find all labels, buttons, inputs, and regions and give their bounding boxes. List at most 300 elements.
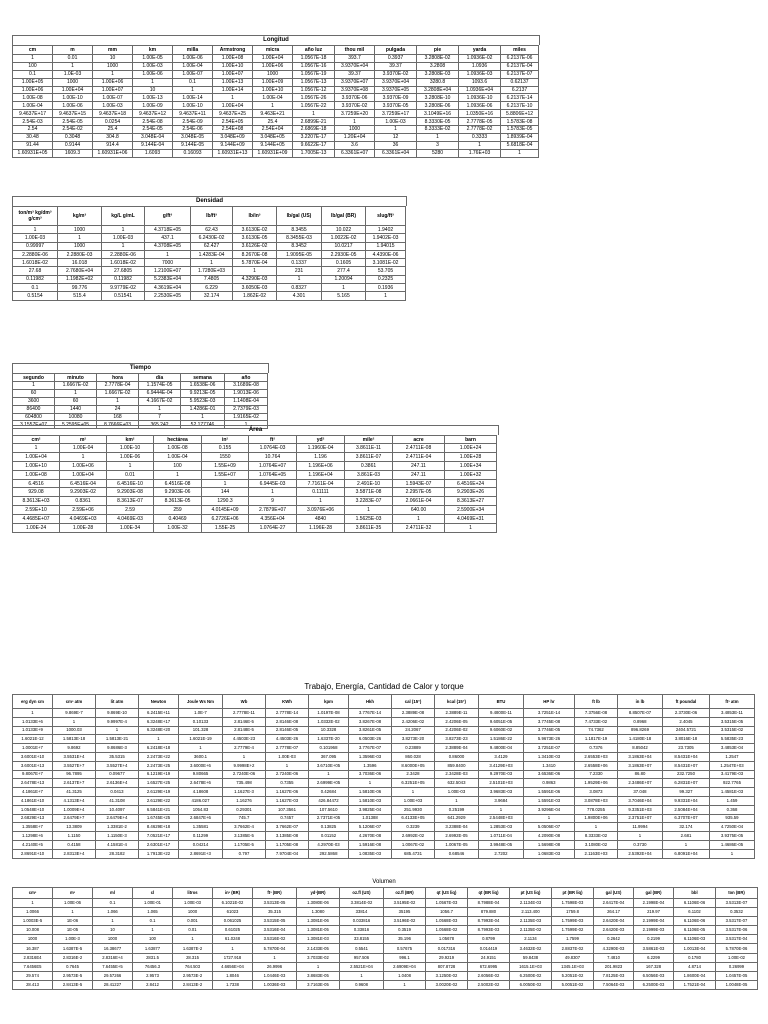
- table-cell: 1.0567E-03: [426, 899, 468, 908]
- column-header: kcal (15°): [435, 695, 479, 709]
- table-cell: 3.5527E+7: [53, 761, 96, 770]
- table-cell: 2.54: [13, 126, 53, 134]
- column-header: qt (BR liq): [468, 888, 510, 899]
- table-cell: 0.57675: [384, 944, 426, 953]
- table-cell: 9.869E-7: [53, 709, 96, 718]
- table-cell: 2.5101E+03: [479, 779, 524, 788]
- table-cell: 3.9370E+07: [335, 78, 375, 86]
- table-cell: 1.5698E-08: [524, 840, 575, 849]
- table-cell: 1.00E-07: [173, 70, 213, 78]
- table-cell: 1.00E+04: [253, 55, 293, 63]
- table-cell: 1.6745E+25: [139, 814, 179, 823]
- table-cell: 11.9994: [618, 823, 663, 832]
- table-cell: 4.2970E-03: [309, 840, 349, 849]
- table-cell: 1.5625E-03: [345, 515, 393, 524]
- table-cell: 201.9823: [594, 962, 634, 971]
- column-header: ton/m³ kg/dm³ g/cm³: [13, 207, 58, 226]
- table-row: [13, 823, 755, 832]
- table-cell: 74.7362: [575, 726, 618, 735]
- table-cell: 1.00E+08: [13, 470, 60, 479]
- column-header: m²: [60, 436, 107, 444]
- table-cell: 2.8691E+10: [13, 849, 53, 858]
- table-cell: 1.5810E-03: [349, 796, 392, 805]
- table-cell: 1.3410E-03: [524, 752, 575, 761]
- trabajo-grid: [12, 694, 755, 859]
- column-header: yd³(BR): [297, 888, 340, 899]
- table-cell: 1.00E+06: [13, 86, 53, 94]
- table-cell: 3.9370E-02: [375, 70, 417, 78]
- table-cell: 3600: [13, 397, 55, 405]
- table-row: [13, 413, 268, 421]
- table-cell: 1: [366, 292, 406, 300]
- table-cell: 1.6018E-02: [13, 259, 58, 267]
- table-cell: 2.7778E-11: [223, 709, 266, 718]
- table-cell: 32.174: [191, 292, 233, 300]
- table-cell: 0.29301: [223, 805, 266, 814]
- column-header: KWh: [266, 695, 309, 709]
- table-cell: 4.2670E-08: [349, 832, 392, 841]
- table-cell: 5.165: [322, 292, 366, 300]
- table-cell: 6.2430E-02: [191, 234, 233, 242]
- table-cell: 1.0446E-03: [253, 971, 297, 980]
- table-cell: 0.01: [173, 926, 213, 935]
- table-cell: 1.1627E-3: [223, 788, 266, 797]
- table-row: [13, 267, 406, 275]
- table-cell: 2.7879E+07: [249, 506, 297, 515]
- table-cell: 1: [249, 488, 297, 497]
- table-cell: 2.3486E+07: [618, 779, 663, 788]
- table-cell: 1.6018E-02: [102, 259, 145, 267]
- table-cell: 3.048E-05: [173, 133, 213, 141]
- column-header: HP hr: [524, 695, 575, 709]
- table-cell: 3.0873: [575, 788, 618, 797]
- column-header: slug/ft³: [366, 207, 406, 226]
- table-cell: 28.315: [173, 953, 213, 962]
- table-cell: 2.54E-03: [13, 118, 53, 126]
- table-cell: 2.6553E+03: [575, 752, 618, 761]
- table-cell: 6.2137E-07: [501, 70, 539, 78]
- table-cell: 1: [13, 709, 53, 718]
- table-cell: 3.5313E-07: [716, 899, 758, 908]
- table-cell: 39.37: [375, 62, 417, 70]
- table-cell: 2.7240E-06: [266, 770, 309, 779]
- table-cell: 8.3330E-05: [417, 118, 459, 126]
- table-cell: 2.6420E-04: [594, 917, 634, 926]
- table-row: [13, 744, 755, 753]
- column-header: kg/L g/mL: [102, 207, 145, 226]
- table-cell: 3.5315E-02: [710, 726, 755, 735]
- table-cell: 1.20094: [322, 275, 366, 283]
- table-cell: 107.5610: [309, 805, 349, 814]
- column-header: in²: [202, 436, 249, 444]
- table-cell: 1.00E-06: [133, 70, 173, 78]
- table-cell: 99.776: [58, 284, 102, 292]
- table-cell: 1.00E-08: [13, 94, 53, 102]
- table-cell: 100: [13, 62, 53, 70]
- table-cell: 6.3248E+17: [139, 717, 179, 726]
- table-cell: 0.04214: [179, 840, 223, 849]
- table-cell: 1.0764E-27: [249, 524, 297, 533]
- table-cell: 1.0683E-03: [524, 849, 575, 858]
- table-cell: 0.99997: [13, 242, 58, 250]
- table-cell: 1: [202, 479, 249, 488]
- table-row: [13, 94, 539, 102]
- table-cell: 3280.8: [417, 78, 459, 86]
- table-cell: 2.2530E+05: [145, 292, 191, 300]
- table-cell: 1000.03: [53, 726, 96, 735]
- table-cell: 23.7305: [663, 744, 710, 753]
- table-cell: 0.155: [202, 444, 249, 453]
- table-cell: 2.6137E+7: [53, 779, 96, 788]
- table-cell: 7.4805: [191, 275, 233, 283]
- table-cell: 1.00E-04: [13, 102, 53, 110]
- table-cell: 1.0013E-04: [674, 944, 716, 953]
- table-cell: 0.017316: [426, 944, 468, 953]
- table-row: [13, 849, 755, 858]
- table-cell: 86.80: [618, 770, 663, 779]
- table-cell: 1.00E+06: [60, 461, 107, 470]
- table-cell: 6.2137E-06: [501, 55, 539, 63]
- table-cell: 3.8683E-05: [297, 971, 340, 980]
- table-cell: 1: [297, 962, 340, 971]
- area-grid: [12, 435, 497, 533]
- table-cell: 3.2207E-17: [293, 133, 335, 141]
- table-cell: 1.0009E+4: [53, 805, 96, 814]
- table-area: [12, 425, 499, 533]
- table-cell: 1.4581E-03: [710, 788, 755, 797]
- table-cell: 3.9370E+08: [335, 86, 375, 94]
- table-cell: 5.7870E-04: [233, 259, 277, 267]
- table-cell: 2.5900E+34: [445, 506, 497, 515]
- table-cell: 6.1102: [674, 908, 716, 917]
- table-cell: 672.6995: [468, 962, 510, 971]
- table-cell: 1.1627E-03: [266, 796, 309, 805]
- table-cell: 1.76E+03: [459, 149, 501, 157]
- table-cell: 1.8600E-04: [674, 971, 716, 980]
- table-cell: 3.5196E-02: [384, 917, 426, 926]
- table-cell: 4.8714: [674, 962, 716, 971]
- table-cell: 2.9573: [133, 971, 173, 980]
- table-cell: 0.4158: [53, 840, 96, 849]
- table-cell: 2.5084E+04: [663, 805, 710, 814]
- table-row: [13, 770, 755, 779]
- table-cell: 9.80665: [179, 770, 223, 779]
- table-cell: 1.196E-28: [297, 524, 345, 533]
- column-header: kg/m³: [58, 207, 102, 226]
- table-cell: 0.09677: [96, 770, 139, 779]
- table-cell: 3.2808E-02: [417, 55, 459, 63]
- table-cell: 1: [345, 506, 393, 515]
- table-cell: 10: [93, 55, 133, 63]
- table-cell: 1000: [58, 226, 102, 234]
- table-cell: 6.8091E+04: [663, 849, 710, 858]
- table-cell: 1.3080: [297, 908, 340, 917]
- table-cell: 1.0066: [13, 908, 53, 917]
- table-cell: 5.6818E-04: [501, 141, 539, 149]
- table-cell: 1.0048E-05: [716, 980, 758, 989]
- table-cell: 277.4: [322, 267, 366, 275]
- table-cell: 3.7662E-4: [223, 823, 266, 832]
- table-cell: 4.3619E+04: [145, 284, 191, 292]
- table-row: [13, 284, 406, 292]
- table-cell: 3.7662E-07: [266, 823, 309, 832]
- table-cell: 6.3361E+07: [335, 149, 375, 157]
- table-cell: 2.54E-08: [133, 118, 173, 126]
- table-cell: 9.2903E-02: [60, 488, 107, 497]
- table-cell: 2.54E-09: [173, 118, 213, 126]
- table-cell: 5.0506E-07: [524, 823, 575, 832]
- table-tiempo: [12, 363, 269, 429]
- table-cell: 8.3613E+03: [13, 497, 60, 506]
- table-cell: 1: [213, 94, 253, 102]
- column-header: año luz: [293, 46, 335, 55]
- table-row: [13, 814, 755, 823]
- table-cell: 2.1135E-03: [510, 917, 552, 926]
- table-cell: 0.01: [53, 55, 93, 63]
- table-cell: 1.7599E-02: [552, 926, 594, 935]
- table-cell: 1.0936E-03: [459, 70, 501, 78]
- table-row: [13, 62, 539, 70]
- table-cell: 9: [249, 497, 297, 506]
- table-cell: 3.5316E-02: [253, 935, 297, 944]
- table-cell: 4.4503E-26: [266, 735, 309, 744]
- table-cell: 764.503: [173, 962, 213, 971]
- table-cell: 3.7251E-07: [524, 744, 575, 753]
- table-cell: 6.4516E+24: [445, 479, 497, 488]
- table-cell: 1.5783E-05: [501, 126, 539, 134]
- table-cell: 9.6051E-05: [479, 717, 524, 726]
- column-header: thou mil: [335, 46, 375, 55]
- table-cell: 304.8: [93, 133, 133, 141]
- table-cell: 3.0020E-02: [426, 980, 468, 989]
- table-cell: 515.4: [58, 292, 102, 300]
- table-cell: 1.00E-03: [375, 118, 417, 126]
- table-cell: 2.6417E-04: [594, 899, 634, 908]
- table-cell: 2.7778E-14: [266, 709, 309, 718]
- table-row: [13, 470, 497, 479]
- table-cell: 1.8939E-04: [501, 133, 539, 141]
- table-cell: 8.7988E-04: [468, 899, 510, 908]
- table-cell: 0.01: [107, 470, 154, 479]
- table-cell: 9.9213E-05: [181, 389, 225, 397]
- table-cell: 168: [97, 413, 139, 421]
- table-cell: 0.26999: [716, 962, 758, 971]
- table-cell: 1.196E+04: [297, 470, 345, 479]
- table-cell: 3.7033E-02: [297, 953, 340, 962]
- table-cell: 1.7913E+22: [139, 849, 179, 858]
- table-cell: 6.0050E-02: [510, 980, 552, 989]
- table-cell: 1.0022E-02: [322, 234, 366, 242]
- table-row: [13, 506, 497, 515]
- table-cell: 1000: [335, 126, 375, 134]
- table-cell: 10.764: [249, 452, 297, 461]
- column-header: hectárea: [154, 436, 202, 444]
- table-cell: 1: [139, 405, 181, 413]
- table-volumen: [12, 887, 758, 990]
- table-cell: 3.6001E+10: [13, 752, 53, 761]
- table-cell: 1.3381E-2: [96, 823, 139, 832]
- table-cell: 0.797: [223, 849, 266, 858]
- table-cell: 2.3751E+07: [618, 814, 663, 823]
- table-cell: 0.5154: [13, 292, 58, 300]
- table-cell: 3.0976E+06: [297, 506, 345, 515]
- table-cell: 6.2726E+06: [202, 515, 249, 524]
- table-cell: 1: [173, 86, 213, 94]
- table-cell: 29.9219: [426, 953, 468, 962]
- table-row: [13, 935, 758, 944]
- table-cell: 896.8269: [618, 726, 663, 735]
- table-cell: 0.33816: [340, 926, 384, 935]
- table-cell: 6.1106E-05: [674, 926, 716, 935]
- table-cell: 393.7: [335, 55, 375, 63]
- column-header: minuto: [55, 374, 97, 382]
- table-cell: 10: [93, 926, 133, 935]
- table-cell: 2.1999E-04: [634, 917, 674, 926]
- table-cell: 9.6060E-02: [479, 726, 524, 735]
- table-cell: 4.3708E+05: [145, 242, 191, 250]
- table-cell: 4.2090E-08: [524, 832, 575, 841]
- column-header: Armstrong: [213, 46, 253, 55]
- table-cell: 1.00E-04: [253, 94, 293, 102]
- table-cell: 2.9573E-2: [173, 971, 213, 980]
- table-cell: 100: [154, 461, 202, 470]
- table-cell: 3.6000E+6: [179, 761, 223, 770]
- table-row: [13, 726, 755, 735]
- table-cell: 1.55E+07: [202, 470, 249, 479]
- table-cell: 2.1163E+03: [575, 849, 618, 858]
- table-row: [13, 86, 539, 94]
- table-cell: 3600.1: [179, 752, 223, 761]
- table-cell: 2.5521E+04: [340, 962, 384, 971]
- table-cell: 2.6479E+4: [96, 814, 139, 823]
- table-cell: 1727.918: [213, 953, 253, 962]
- table-cell: 1.00E+10: [13, 461, 60, 470]
- table-cell: 1.00E-3: [53, 935, 93, 944]
- table-cell: 30.48: [13, 133, 53, 141]
- table-cell: 745.7: [223, 814, 266, 823]
- table-cell: 3.5871E-08: [345, 488, 393, 497]
- table-cell: 9.4637E+25: [213, 110, 253, 118]
- table-cell: 2.8837E-02: [552, 944, 594, 953]
- table-cell: 1.5943E-07: [393, 479, 445, 488]
- table-cell: 1.9529E+06: [575, 779, 618, 788]
- column-header: cm²: [13, 436, 60, 444]
- table-cell: 2.7379E-03: [225, 405, 268, 413]
- table-cell: 1.0711E-04: [479, 832, 524, 841]
- table-cell: 2.6136E+4: [96, 779, 139, 788]
- table-cell: 2.1998E-04: [634, 899, 674, 908]
- table-row: [13, 250, 406, 258]
- table-cell: 2.6992E-02: [392, 832, 435, 841]
- table-cell: 1.94015: [366, 242, 406, 250]
- table-cell: 2.3889E-11: [435, 709, 479, 718]
- table-cell: 3.2808: [417, 62, 459, 70]
- column-header: gal (US): [594, 888, 634, 899]
- table-cell: 2.7778E-07: [266, 744, 309, 753]
- table-cell: 0.7355: [266, 779, 309, 788]
- table-cell: 27.68: [13, 267, 58, 275]
- table-cell: 0.5541: [340, 944, 384, 953]
- table-cell: 426.84472: [309, 796, 349, 805]
- table-cell: 1093.6: [459, 78, 501, 86]
- table-cell: 1.0067E-02: [392, 840, 435, 849]
- table-row: [13, 796, 755, 805]
- table-cell: 2.6301E+17: [139, 840, 179, 849]
- table-cell: 0.11111: [297, 488, 345, 497]
- column-header: ton (BR): [716, 888, 758, 899]
- table-cell: 0.1936: [366, 284, 406, 292]
- column-header: pt (BR liq): [552, 888, 594, 899]
- table-cell: 1.1960E-04: [297, 444, 345, 453]
- table-cell: 1000: [93, 935, 133, 944]
- table-cell: 2.3730E-06: [663, 709, 710, 718]
- table-cell: 6.4516E-10: [107, 479, 154, 488]
- table-cell: 1.00E+05: [13, 78, 53, 86]
- table-cell: 1.0567E-16: [293, 62, 335, 70]
- table-cell: 1.00E-03: [102, 234, 145, 242]
- table-cell: 2.7202: [479, 849, 524, 858]
- table-cell: 1: [253, 102, 293, 110]
- table-cell: 86400: [13, 405, 55, 413]
- column-header: micra: [253, 46, 293, 55]
- table-cell: 3.6001E+13: [13, 761, 53, 770]
- table-cell: 1.00E-34: [107, 524, 154, 533]
- table-cell: 7: [139, 413, 181, 421]
- table-cell: 1.00E-32: [154, 524, 202, 533]
- table-cell: 1.00E-04: [154, 452, 202, 461]
- table-cell: 0.1: [173, 78, 213, 86]
- table-cell: 3.8261E-05: [349, 726, 392, 735]
- table-cell: 8.8507E-07: [618, 709, 663, 718]
- table-cell: 1.0133E+9: [13, 726, 53, 735]
- table-cell: 1.8046: [213, 971, 253, 980]
- table-cell: 2.8412: [133, 980, 173, 989]
- table-cell: 0.0413: [96, 788, 139, 797]
- table-cell: 1.00E-07: [93, 94, 133, 102]
- table-cell: 9.2903E-08: [107, 488, 154, 497]
- table-cell: 9.8692: [53, 744, 96, 753]
- table-cell: 53.705: [366, 267, 406, 275]
- table-cell: 2.8413E-5: [53, 980, 93, 989]
- table-cell: 16.387: [13, 944, 53, 953]
- table-cell: 1.00E+06: [253, 62, 293, 70]
- table-cell: 1609.3: [53, 149, 93, 157]
- table-cell: 1.0003E-5: [13, 917, 53, 926]
- column-header: BTU: [479, 695, 524, 709]
- table-cell: 3.1081E-02: [366, 259, 406, 267]
- table-cell: 3.9370E-09: [375, 94, 417, 102]
- table-cell: 4.0469E+31: [445, 515, 497, 524]
- table-cell: 0.2325: [366, 275, 406, 283]
- table-cell: 3.7746E-05: [524, 726, 575, 735]
- table-cell: 1.9402E-03: [366, 234, 406, 242]
- table-cell: 1.6387E-2: [173, 944, 213, 953]
- table-row: [13, 479, 497, 488]
- table-cell: 0.23889: [392, 744, 435, 753]
- table-cell: 3.1250E-02: [426, 971, 468, 980]
- table-cell: 0.3333: [459, 133, 501, 141]
- table-cell: 39.37: [335, 70, 375, 78]
- table-cell: 1: [154, 470, 202, 479]
- table-cell: 1.60931E+06: [93, 149, 133, 157]
- table-cell: 2.4206E-05: [435, 717, 479, 726]
- table-cell: 2.5002E-02: [468, 980, 510, 989]
- table-cell: 2.6479E+7: [53, 814, 96, 823]
- table-cell: 632.5043: [435, 779, 479, 788]
- table-cell: 4.7250E-04: [710, 823, 755, 832]
- table-cell: 0.0254: [93, 118, 133, 126]
- table-cell: 1: [340, 971, 384, 980]
